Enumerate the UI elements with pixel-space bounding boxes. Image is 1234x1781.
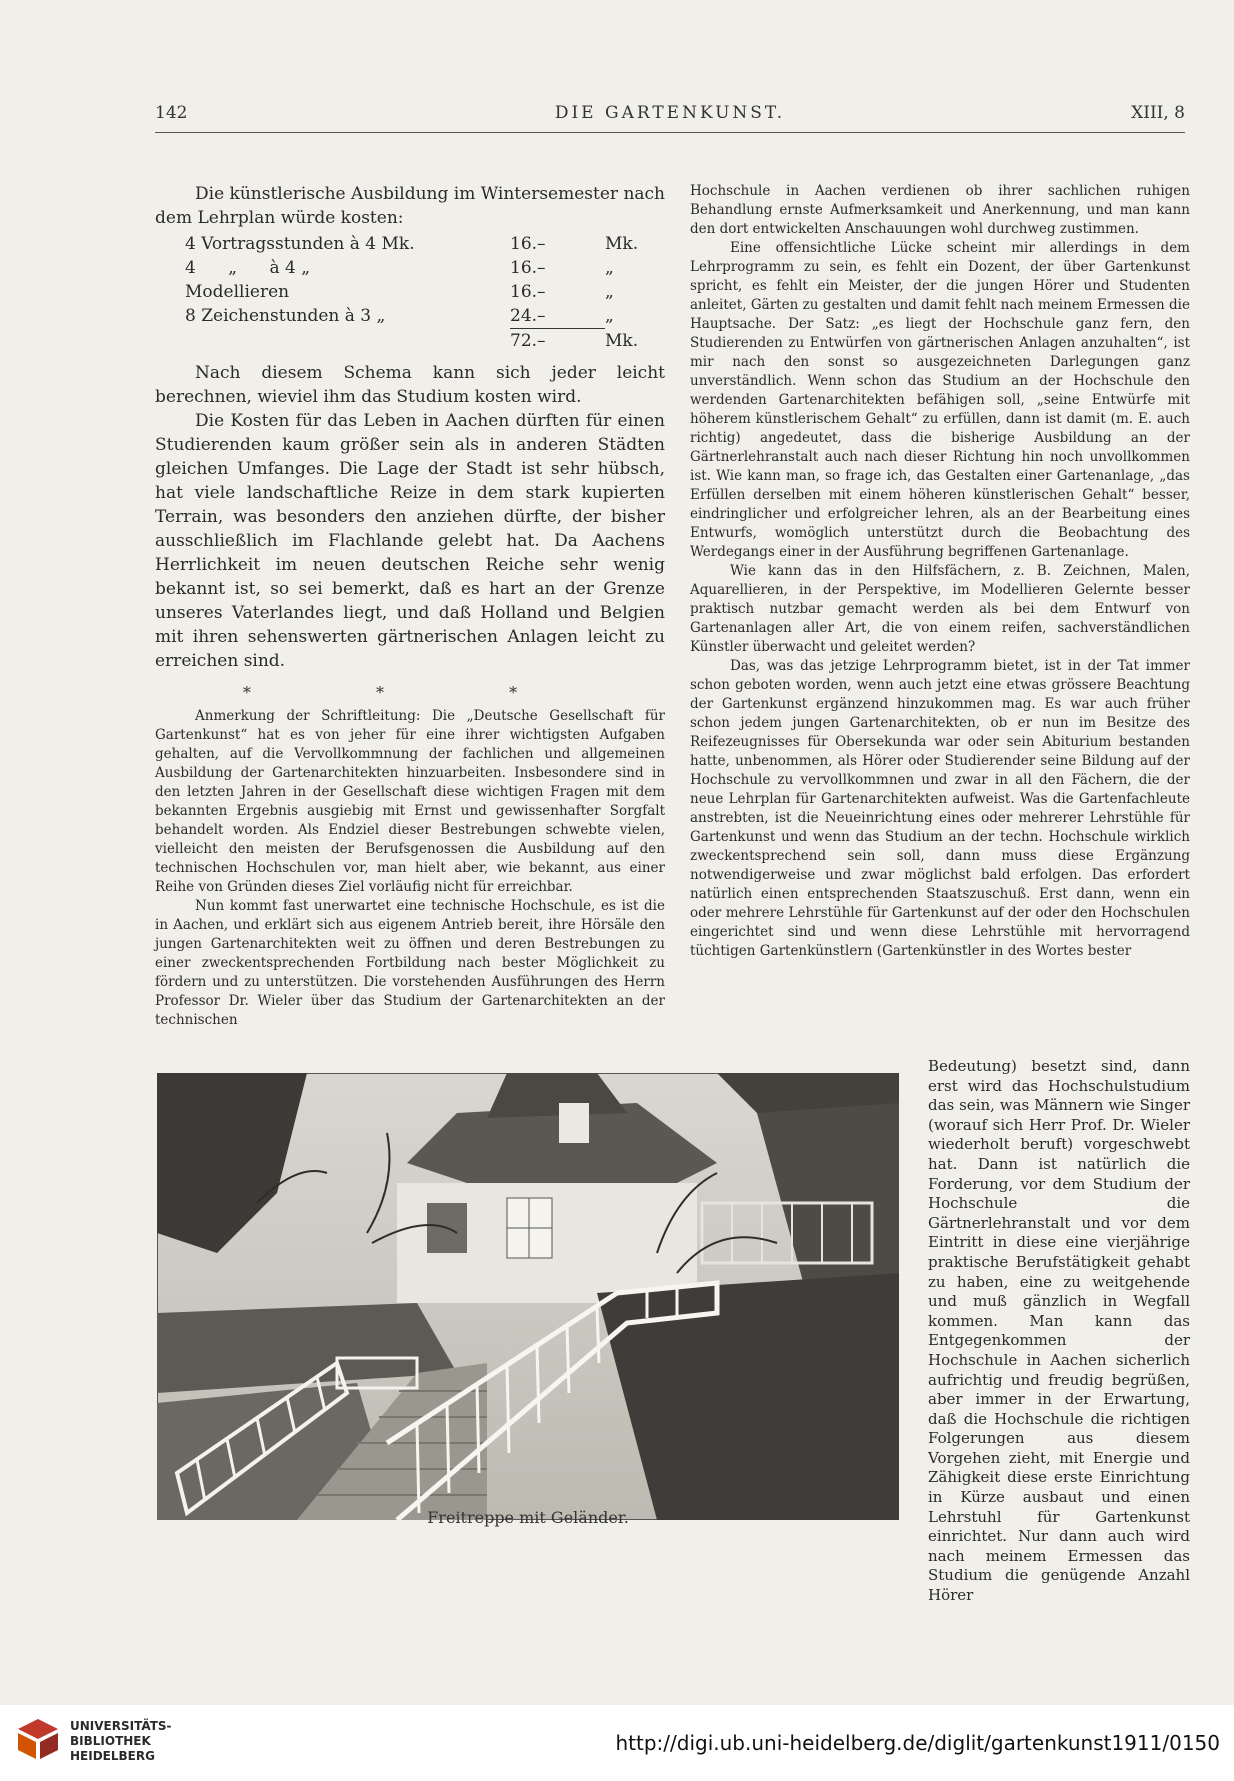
editorial-note: Anmerkung der Schriftleitung: Die „Deutsche Gesellschaft für Gartenkunst“ hat es von jeher für eine ihrer wichtigsten Aufgaben gehalten, auf die Vervollkommnung der fachlichen und allgemeinen Ausbildung der Gartenarchitekten hinzuarbeiten. Insbesondere sind in den letzten Jahren in der Gesellschaft diese wichtigen Fragen mit dem bekannten Ergebnis ausgiebig mit Ernst und gewissenhafter Sorgfalt behandelt worden. Als Endziel dieser Bestrebungen schwebte vielen, vielleicht den meisten der Berufsgenossen die Ausbildung auf den technischen Hochschulen vor, man hielt aber, wie bekannt, aus einer Reihe von Gründen dieses Ziel vorläufig nicht für erreichbar. — [155, 708, 665, 895]
cost-amount: 16.– — [510, 282, 546, 302]
cost-row — [185, 232, 665, 256]
photo-staircase — [157, 1073, 899, 1520]
editorial-note: Nun kommt fast unerwartet eine technische Hochschule, es ist die in Aachen, und erklärt sich aus eigenem Antrieb bereit, ihre Hörsäle den jungen Gartenarchitekten weit zu öffnen und deren Bestrebungen zu einer zweckentsprechenden Fortbildung nach bester Möglichkeit zu fördern und zu unterstützen. Die vorstehenden Ausführungen des Herrn Professor Dr. Wieler über das Studium der Gartenarchitekten an der technischen — [155, 898, 665, 1028]
source-url-link[interactable]: http://digi.ub.uni-heidelberg.de/diglit/gartenkunst1911/0150 — [615, 1731, 1220, 1755]
staircase-photo-image — [157, 1073, 899, 1520]
body-paragraph: Bedeutung) besetzt sind, dann erst wird das Hochschulstudium das sein, was Männern wie Singer (worauf sich Herr Prof. Dr. Wieler wiederholt beruft) vorgeschwebt hat. Dann ist natürlich die Forderung, vor dem Studium der Hochschule die Gärtnerlehranstalt und vor dem Eintritt in diese eine vierjährige praktische Berufstätigkeit gehabt zu haben, eine zu weitgehende und muß gänzlich in Wegfall kommen. Man kann das Entgegenkommen der Hochschule in Aachen sicherlich aufrichtig und freudig begrüßen, aber immer in der Erwartung, daß die Hochschule die richtigen Folgerungen aus diesem Vorgehen zieht, mit Energie und Zähigkeit diese erste Einrichtung in Kürze ausbaut und einen Lehrstuhl für Gartenkunst einrichtet. Nur dann auch wird nach meinem Ermessen das Studium die genügende Anzahl Hörer — [928, 1057, 1190, 1605]
cost-unit: „ — [605, 258, 614, 278]
header-rule — [155, 132, 1185, 133]
running-header — [155, 103, 1185, 129]
cost-row — [185, 256, 665, 280]
cost-unit: Mk. — [605, 234, 639, 254]
cost-row — [185, 304, 665, 329]
body-paragraph: Hochschule in Aachen verdienen ob ihrer sachlichen ruhigen Behandlung ernste Aufmerksamkeit und Anerkennung, und man kann den dort entwickelten Anschauungen wohl durchweg zustimmen. — [690, 183, 1190, 237]
section-divider: * * * — [242, 683, 578, 702]
cost-item: 4 Vortragsstunden à 4 Mk. — [185, 234, 415, 254]
intro-paragraph: Die künstlerische Ausbildung im Wintersemester nach dem Lehrplan würde kosten: — [155, 184, 665, 228]
cost-total-row — [185, 329, 665, 354]
cost-item: 8 Zeichenstunden à 3 „ — [185, 306, 386, 327]
cost-total-unit: Mk. — [605, 330, 639, 351]
cost-amount: 16.– — [510, 234, 546, 254]
body-paragraph: Die Kosten für das Leben in Aachen dürften für einen Studierenden kaum größer sein als in anderen Städten gleichen Umfanges. Die Lage der Stadt ist sehr hübsch, hat viele landschaftliche Reize in dem stark kupierten Terrain, was besonders den anziehen dürfte, der bisher ausschließlich im Flachlande gelebt hat. Da Aachens Herrlichkeit im neuen deutschen Reiche sehr wenig bekannt ist, so sei bemerkt, daß es hart an der Grenze unseres Vaterlandes liegt, und daß Holland und Belgien mit ihren sehenswerten gärtnerischen Anlagen leicht zu erreichen sind. — [155, 411, 665, 671]
wrap-column — [928, 1057, 1190, 1606]
issue-number: XIII, 8 — [1131, 103, 1185, 123]
cost-item: 4 „ à 4 „ — [185, 258, 311, 278]
page-number: 142 — [155, 103, 188, 123]
right-column — [690, 182, 1190, 961]
cost-unit: „ — [605, 306, 614, 327]
body-paragraph: Nach diesem Schema kann sich jeder leicht berechnen, wieviel ihm das Studium kosten wird. — [155, 363, 665, 407]
library-footer — [0, 1705, 1234, 1781]
body-paragraph: Wie kann das in den Hilfsfächern, z. B. Zeichnen, Malen, Aquarellieren, in der Perspektive, im Modellieren Gelernte besser praktisch nutzbar gemacht werden als bei dem Entwurf von Gartenanlagen aller Art, die von einem reifen, sachverständlichen Künstler überwacht und geleitet werden? — [690, 563, 1190, 655]
cost-total-amount: 72.– — [510, 329, 605, 354]
body-paragraph: Eine offensichtliche Lücke scheint mir allerdings in dem Lehrprogramm zu sein, es fehlt ein Dozent, der über Gartenkunst spricht, es fehlt ein Meister, der die jungen Hörer und Studenten anleitet, Gärten zu gestalten und damit fehlt nach meinem Ermessen die Hauptsache. Der Satz: „es liegt der Hochschule ganz fern, den Studierenden zu Entwürfen von gärtnerischen Anlagen anzuhalten“, ist mir nach den sonst so ausgezeichneten Darlegungen ganz unverständlich. Wenn schon das Studium an der Hochschule den werdenden Gartenarchitekten befähigen soll, „seine Entwürfe mit höherem künstlerischem Gehalt“ zu erfüllen, dann ist damit (m. E. auch richtig) angedeutet, dass die bisherige Ausbildung an der Gärtnerlehranstalt auch nach dieser Richtung hin noch unvollkommen ist. Wie kann man, so frage ich, das Gestalten einer Gartenanlage, „das Erfüllen derselben mit einem höheren künstlerischen Gehalt“ besser, eindringlicher und erfolgreicher lehren, als an der Bearbeitung eines Entwurfs, womöglich unterstützt durch die Beobachtung des Werdegangs einer in der Ausführung begriffenen Gartenanlage. — [690, 240, 1190, 560]
body-paragraph: Das, was das jetzige Lehrprogramm bietet, ist in der Tat immer schon geboten worden, wenn auch jetzt eine etwas grössere Beachtung der Gartenkunst ergänzend hinzukommen mag. Es war auch früher schon jedem jungen Gartenarchitekten, ob er nun im Besitze des Reifezeugnisses für Obersekunda war oder sein Abiturium bestanden hatte, unbenommen, als Hörer oder Studierender seine Bildung auf der Hochschule zu vervollkommnen und zwar in all den Fächern, die der neue Lehrplan für Gartenarchitekten aufweist. Was die Gartenfachleute anstrebten, ist die Neueinrichtung eines oder mehrerer Lehrstühle für Gartenkunst und wenn das Studium an der techn. Hochschule wirklich zweckentsprechend sein soll, dann muss diese Ergänzung notwendigerweise und zwar möglichst bald erfolgen. Das erfordert natürlich einen entsprechenden Staatszuschuß. Erst dann, wenn ein oder mehrere Lehrstühle für Gartenkunst auf der oder den Hochschulen eingerichtet sind und wenn diese Lehrstühle mit hervorragend tüchtigen Gartenkünstlern (Gartenkünstler in des Wortes bester — [690, 658, 1190, 959]
cost-amount: 16.– — [510, 258, 546, 278]
cost-row — [185, 280, 665, 304]
cost-amount: 24.– — [510, 306, 546, 326]
cost-item: Modellieren — [185, 282, 290, 302]
library-logo-icon — [14, 1715, 62, 1763]
figure-caption: Freitreppe mit Geländer. — [427, 1508, 629, 1527]
cost-table — [185, 232, 665, 353]
cost-unit: „ — [605, 282, 614, 302]
left-column — [155, 182, 665, 1030]
library-name: UNIVERSITÄTS- BIBLIOTHEK HEIDELBERG — [70, 1719, 172, 1763]
journal-title: DIE GARTENKUNST. — [554, 103, 786, 123]
